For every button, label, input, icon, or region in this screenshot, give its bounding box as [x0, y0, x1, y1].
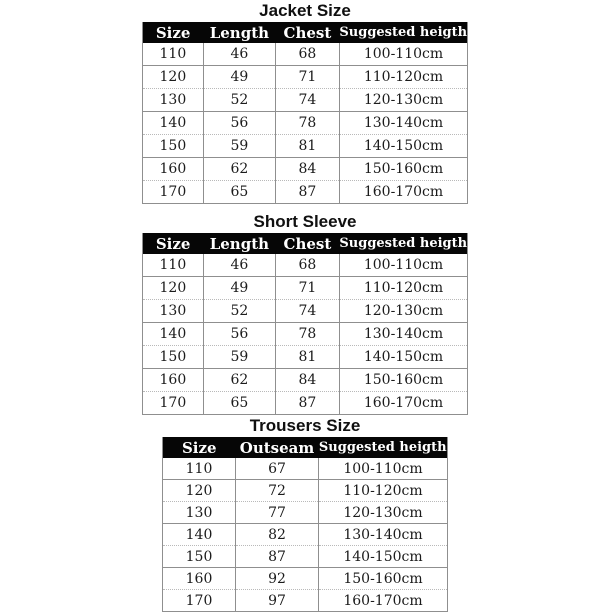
cell: 120: [142, 66, 203, 89]
table-row: [163, 502, 448, 524]
table-row: [163, 524, 448, 546]
column-header-suggested-heigth: Suggested heigth: [339, 236, 468, 251]
cell: 140: [142, 112, 203, 135]
cell: 160: [163, 568, 236, 590]
cell: 78: [275, 112, 339, 135]
cell: 97: [236, 590, 319, 612]
table-row: [163, 458, 448, 480]
column-header-chest: Chest: [283, 234, 332, 253]
jacket-size-table: [142, 22, 468, 204]
cell: 150-160cm: [339, 158, 467, 181]
table-row: [142, 158, 467, 181]
header-row: [142, 22, 467, 43]
cell: 84: [275, 369, 339, 392]
cell: 130: [163, 502, 236, 524]
cell: 150: [163, 546, 236, 568]
cell: 67: [236, 458, 319, 480]
table-row: [142, 300, 467, 323]
cell: 160-170cm: [339, 392, 467, 415]
table-row: [142, 135, 467, 158]
table-row: [142, 346, 467, 369]
table-row: [142, 43, 467, 66]
cell: 68: [275, 254, 339, 277]
short-sleeve-size-section: [142, 204, 468, 415]
table-row: [142, 181, 467, 204]
trousers-size-table: [162, 437, 448, 612]
cell: 170: [163, 590, 236, 612]
cell: 160-170cm: [319, 590, 448, 612]
cell: 65: [203, 392, 275, 415]
cell: 110-120cm: [319, 480, 448, 502]
cell: 140-150cm: [339, 135, 467, 158]
short-sleeve-size-table: [142, 233, 468, 415]
cell: 74: [275, 300, 339, 323]
table-row: [163, 590, 448, 612]
cell: 110-120cm: [339, 277, 467, 300]
cell: 110: [163, 458, 236, 480]
cell: 140-150cm: [339, 346, 467, 369]
table-row: [142, 323, 467, 346]
cell: 160-170cm: [339, 181, 467, 204]
table-row: [142, 254, 467, 277]
column-header-size: Size: [155, 23, 191, 42]
cell: 68: [275, 43, 339, 66]
cell: 59: [203, 346, 275, 369]
column-header-size: Size: [155, 234, 191, 253]
jacket-size-section: [142, 2, 468, 204]
table-row: [163, 568, 448, 590]
cell: 120: [142, 277, 203, 300]
cell: 81: [275, 135, 339, 158]
cell: 74: [275, 89, 339, 112]
column-header-size: Size: [181, 438, 217, 457]
cell: 120-130cm: [319, 502, 448, 524]
cell: 84: [275, 158, 339, 181]
cell: 150: [142, 346, 203, 369]
cell: 110: [142, 43, 203, 66]
cell: 130: [142, 300, 203, 323]
column-header-chest: Chest: [283, 23, 332, 42]
cell: 170: [142, 181, 203, 204]
table-row: [142, 277, 467, 300]
cell: 130-140cm: [319, 524, 448, 546]
trousers-size-section: [162, 415, 448, 612]
cell: 110: [142, 254, 203, 277]
cell: 150: [142, 135, 203, 158]
cell: 130-140cm: [339, 323, 467, 346]
cell: 87: [275, 392, 339, 415]
header-row: [163, 437, 448, 458]
cell: 46: [203, 254, 275, 277]
cell: 110-120cm: [339, 66, 467, 89]
cell: 81: [275, 346, 339, 369]
table-row: [142, 112, 467, 135]
cell: 130-140cm: [339, 112, 467, 135]
cell: 140-150cm: [319, 546, 448, 568]
cell: 120-130cm: [339, 89, 467, 112]
cell: 150-160cm: [319, 568, 448, 590]
cell: 72: [236, 480, 319, 502]
short-sleeve-title: Short Sleeve: [253, 212, 357, 231]
column-header-outseam: Outseam: [239, 438, 315, 457]
cell: 56: [203, 323, 275, 346]
table-row: [142, 66, 467, 89]
cell: 82: [236, 524, 319, 546]
cell: 100-110cm: [339, 43, 467, 66]
cell: 140: [142, 323, 203, 346]
cell: 56: [203, 112, 275, 135]
cell: 77: [236, 502, 319, 524]
table-row: [142, 89, 467, 112]
cell: 49: [203, 66, 275, 89]
column-header-length: Length: [209, 234, 270, 253]
cell: 52: [203, 300, 275, 323]
jacket-title: Jacket Size: [259, 1, 351, 20]
column-header-length: Length: [209, 23, 270, 42]
cell: 100-110cm: [319, 458, 448, 480]
cell: 62: [203, 369, 275, 392]
table-row: [163, 480, 448, 502]
cell: 100-110cm: [339, 254, 467, 277]
header-row: [142, 233, 467, 254]
cell: 49: [203, 277, 275, 300]
cell: 52: [203, 89, 275, 112]
column-header-suggested-heigth: Suggested heigth: [318, 440, 447, 455]
cell: 160: [142, 369, 203, 392]
cell: 150-160cm: [339, 369, 467, 392]
cell: 170: [142, 392, 203, 415]
cell: 120: [163, 480, 236, 502]
cell: 87: [275, 181, 339, 204]
cell: 87: [236, 546, 319, 568]
cell: 71: [275, 277, 339, 300]
cell: 62: [203, 158, 275, 181]
table-row: [142, 369, 467, 392]
cell: 120-130cm: [339, 300, 467, 323]
cell: 71: [275, 66, 339, 89]
trousers-title: Trousers Size: [249, 416, 361, 435]
cell: 92: [236, 568, 319, 590]
cell: 78: [275, 323, 339, 346]
table-row: [142, 392, 467, 415]
table-row: [163, 546, 448, 568]
cell: 59: [203, 135, 275, 158]
cell: 160: [142, 158, 203, 181]
cell: 140: [163, 524, 236, 546]
cell: 130: [142, 89, 203, 112]
cell: 65: [203, 181, 275, 204]
cell: 46: [203, 43, 275, 66]
column-header-suggested-heigth: Suggested heigth: [339, 25, 468, 40]
